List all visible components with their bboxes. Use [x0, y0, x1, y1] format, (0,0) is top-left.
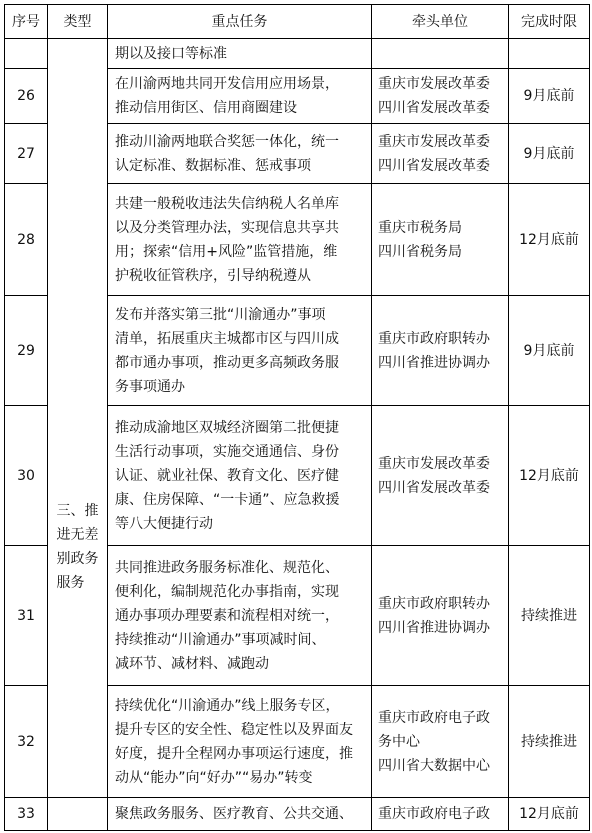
cell-text [378, 72, 490, 120]
text-line: 别政务 [56, 550, 99, 567]
row-seq: 32 [17, 733, 35, 750]
text-line: 生活行动事项，实施交通通信、身份 [115, 443, 339, 460]
cell-text [115, 802, 353, 826]
row-deadline: 9月底前 [523, 145, 575, 162]
text-line: 三、推 [56, 502, 99, 519]
text-line: 重庆市发展改革委 [378, 76, 490, 92]
row-seq: 31 [17, 607, 35, 624]
text-line: 都市通办事项，推动更多高频政务服 [115, 354, 339, 371]
row-task [108, 124, 371, 183]
row-deadline [509, 39, 589, 68]
text-line: 以及分类管理办法，实现信息共享共 [115, 219, 339, 236]
grid-line [589, 4, 590, 831]
row-lead-unit [372, 686, 508, 797]
text-line: 重庆市政府电子政 [378, 709, 490, 726]
header-type: 类型 [63, 13, 92, 30]
row-deadline: 持续推进 [521, 733, 577, 750]
row-deadline: 12月底前 [519, 806, 579, 822]
text-line: 四川省推进协调办 [378, 619, 490, 636]
row-lead-unit [372, 39, 508, 68]
category-cell [48, 296, 107, 797]
row-task [108, 69, 371, 123]
cell-text [115, 416, 340, 536]
text-line: 重庆市政府职转办 [378, 595, 490, 612]
row-lead-unit [372, 296, 508, 405]
text-line: 重庆市税务局 [378, 219, 462, 236]
cell-text [115, 130, 339, 178]
cell-text [378, 592, 490, 640]
text-line: 务事项通办 [115, 378, 185, 395]
row-task [108, 39, 371, 68]
cell-text [378, 327, 490, 375]
row-seq: 28 [17, 231, 35, 248]
text-line: 动从“能办”向“好办”“易办”转变 [115, 769, 313, 786]
cell-text [115, 192, 339, 288]
text-line: 务中心 [378, 733, 420, 750]
text-line: 四川省发展改革委 [378, 479, 490, 496]
text-line: 清单，拓展重庆主城都市区与四川成 [115, 330, 339, 347]
row-task [108, 686, 371, 797]
row-seq: 29 [17, 342, 35, 359]
text-line: 好度，提升全程网办事项运行速度，推 [115, 745, 353, 762]
text-line: 重庆市发展改革委 [378, 455, 490, 472]
text-line: 推动川渝两地联合奖惩一体化，统一 [115, 133, 339, 150]
text-line: 康、住房保障、“一卡通”、应急救援 [115, 491, 340, 508]
cell-text [115, 72, 339, 120]
row-task [108, 296, 371, 405]
row-deadline: 9月底前 [523, 88, 575, 104]
cell-text [378, 802, 490, 826]
text-line: 服务 [56, 574, 85, 591]
row-lead-unit [372, 546, 508, 685]
row-lead-unit [372, 798, 508, 830]
row-deadline: 9月底前 [523, 342, 575, 359]
row-lead-unit [372, 184, 508, 295]
text-line: 推动信用街区、信用商圈建设 [115, 100, 297, 116]
row-seq [5, 39, 47, 68]
row-task [108, 546, 371, 685]
header-task: 重点任务 [211, 13, 268, 30]
text-line: 聚焦政务服务、医疗教育、公共交通、 [115, 806, 353, 822]
text-line: 持续推动“川渝通办”事项减时间、 [115, 631, 326, 648]
cell-text [378, 216, 462, 264]
text-line: 等八大便捷行动 [115, 515, 213, 532]
cell-text [378, 452, 490, 500]
text-line: 推动成渝地区双城经济圈第二批便捷 [115, 419, 339, 436]
row-lead-unit [372, 124, 508, 183]
row-lead-unit [372, 406, 508, 545]
text-line: 重庆市发展改革委 [378, 133, 490, 150]
row-task [108, 798, 371, 830]
text-line: 四川省推进协调办 [378, 354, 490, 371]
text-line: 通办事项办理要素和流程相对统一， [115, 607, 339, 624]
text-line: 重庆市政府电子政 [378, 806, 490, 822]
cell-text [115, 303, 339, 399]
header-deadline: 完成时限 [521, 13, 577, 30]
cell-text [115, 694, 353, 790]
header-lead: 牵头单位 [412, 13, 468, 30]
row-deadline: 12月底前 [519, 467, 579, 484]
text-line: 发布并落实第三批“川渝通办”事项 [115, 306, 326, 323]
row-deadline: 12月底前 [519, 231, 579, 248]
grid-line [4, 830, 590, 831]
text-line: 进无差 [56, 526, 99, 543]
cell-text [115, 42, 227, 66]
text-line: 四川省发展改革委 [378, 157, 490, 174]
text-line: 四川省税务局 [378, 243, 462, 260]
text-line: 共建一般税收违法失信纳税人名单库 [115, 195, 339, 212]
text-line: 四川省大数据中心 [378, 757, 490, 774]
text-line: 期以及接口等标准 [115, 45, 227, 62]
text-line: 认证、就业社保、教育文化、医疗健 [115, 467, 339, 484]
text-line: 重庆市政府职转办 [378, 330, 490, 347]
text-line: 护税收征管秩序，引导纳税遵从 [115, 267, 311, 284]
text-line: 认定标准、数据标准、惩戒事项 [115, 157, 311, 174]
text-line: 持续优化“川渝通办”线上服务专区， [115, 697, 340, 714]
text-line: 共同推进政务服务标准化、规范化、 [115, 559, 339, 576]
cell-text [378, 706, 490, 778]
row-seq: 26 [17, 88, 35, 104]
text-line: 用；探索“信用+风险”监管措施，维 [115, 243, 338, 260]
cell-text [378, 130, 490, 178]
text-line: 便利化，编制规范化办事指南，实现 [115, 583, 339, 600]
cell-text [115, 556, 339, 676]
row-task [108, 184, 371, 295]
text-line: 在川渝两地共同开发信用应用场景， [115, 76, 339, 92]
text-line: 提升专区的安全性、稳定性以及界面友 [115, 721, 353, 738]
category-text [57, 499, 99, 595]
row-seq: 33 [17, 806, 35, 822]
row-task [108, 406, 371, 545]
row-lead-unit [372, 69, 508, 123]
text-line: 四川省发展改革委 [378, 100, 490, 116]
text-line: 减环节、减材料、减跑动 [115, 655, 269, 672]
row-seq: 30 [17, 467, 35, 484]
row-deadline: 持续推进 [521, 607, 577, 624]
header-seq: 序号 [12, 13, 40, 30]
row-seq: 27 [17, 145, 35, 162]
